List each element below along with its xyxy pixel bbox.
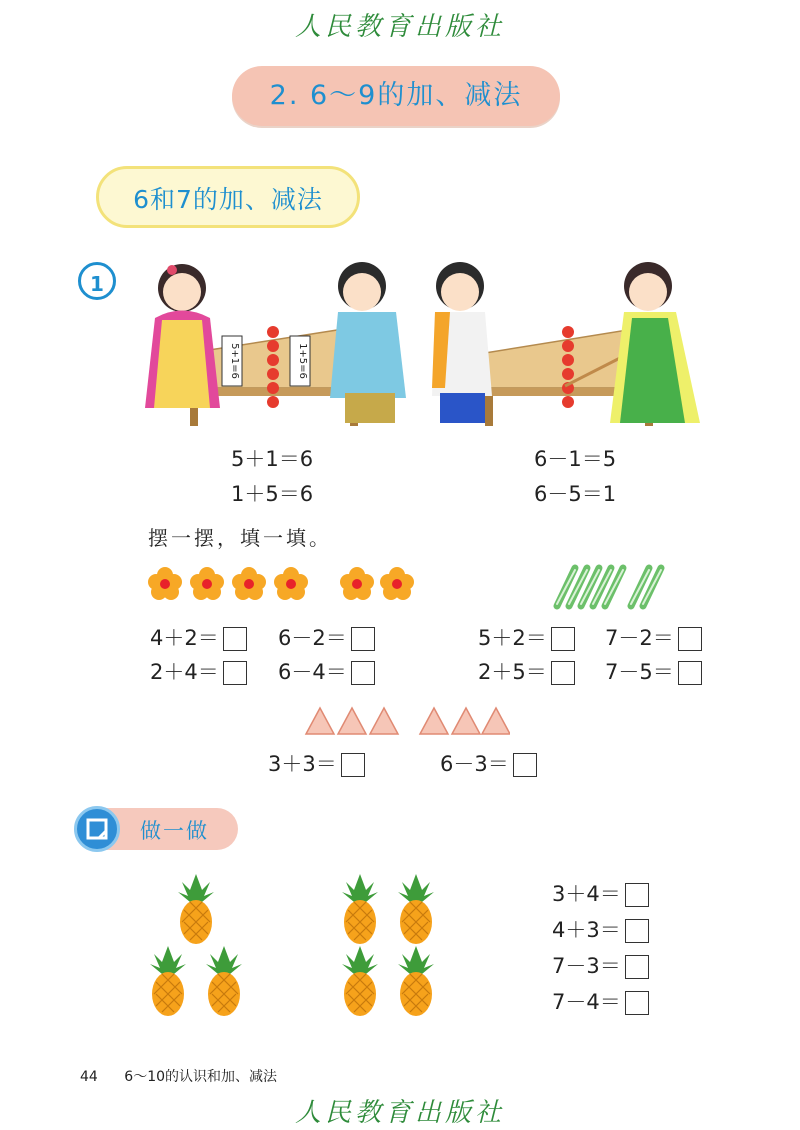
triangle-icon	[420, 708, 448, 734]
eq-6-minus-3: 6－3＝	[440, 748, 537, 778]
answer-box[interactable]	[625, 955, 649, 979]
triangle-icon	[338, 708, 366, 734]
pineapple-icon	[178, 874, 214, 944]
doit-eq-3: 7－3＝	[552, 950, 649, 980]
example-eq-left-1: 5＋1＝6	[231, 447, 314, 471]
classroom-illustration	[140, 248, 710, 428]
doit-eq-2: 4＋3＝	[552, 914, 649, 944]
triangle-counters	[304, 704, 510, 736]
page-footer	[80, 1066, 277, 1086]
card-right-text: 1+5=6	[297, 343, 308, 379]
eq-2-plus-4: 2＋4＝	[150, 656, 247, 686]
chapter-title: 6～10的认识和加、减法	[124, 1069, 278, 1085]
example-eq-right-2: 6－5＝1	[534, 482, 617, 506]
answer-box[interactable]	[351, 661, 375, 685]
triangle-icon	[306, 708, 334, 734]
girl-left-face	[163, 273, 201, 311]
eq-3-plus-3: 3＋3＝	[268, 748, 365, 778]
pineapple-icon	[150, 946, 186, 1016]
lesson-title: 2. 6～9的加、减法	[232, 66, 560, 126]
pineapple-icon	[342, 874, 378, 944]
answer-box[interactable]	[223, 661, 247, 685]
pineapple-icon	[206, 946, 242, 1016]
triangle-icon	[452, 708, 480, 734]
publisher-header: 人民教育出版社	[294, 12, 505, 42]
eq-6-minus-4: 6－4＝	[278, 656, 375, 686]
example-eq-right-1: 6－1＝5	[534, 447, 617, 471]
flower-icon	[148, 567, 182, 600]
answer-box[interactable]	[551, 661, 575, 685]
pineapple-icon	[398, 874, 434, 944]
flower-icon	[190, 567, 224, 600]
triangle-icon	[370, 708, 398, 734]
pencil-note-icon	[74, 806, 120, 852]
doit-label: 做一做	[140, 819, 209, 843]
answer-box[interactable]	[625, 883, 649, 907]
boy-left-face	[343, 273, 381, 311]
card-right	[290, 336, 310, 386]
eq-2-plus-5: 2＋5＝	[478, 656, 575, 686]
answer-box[interactable]	[513, 753, 537, 777]
answer-box[interactable]	[551, 627, 575, 651]
pineapple-icon	[398, 946, 434, 1016]
answer-box[interactable]	[678, 627, 702, 651]
answer-box[interactable]	[625, 919, 649, 943]
instruction-text: 摆一摆，填一填。	[148, 526, 332, 550]
section-subtitle: 6和7的加、减法	[96, 166, 360, 228]
page-number: 44	[80, 1069, 98, 1085]
eq-5-plus-2: 5＋2＝	[478, 622, 575, 652]
flower-icon	[232, 567, 266, 600]
eq-4-plus-2: 4＋2＝	[150, 622, 247, 652]
eq-6-minus-2: 6－2＝	[278, 622, 375, 652]
flower-icon	[274, 567, 308, 600]
answer-box[interactable]	[341, 753, 365, 777]
stick-counters	[535, 562, 665, 612]
answer-box[interactable]	[625, 991, 649, 1015]
answer-box[interactable]	[351, 627, 375, 651]
card-left	[222, 336, 242, 386]
flower-counters	[145, 564, 415, 604]
pineapple-icon	[342, 946, 378, 1016]
pineapple-counters	[140, 868, 450, 1018]
doit-eq-4: 7－4＝	[552, 986, 649, 1016]
example-number-badge: 1	[78, 262, 116, 300]
answer-box[interactable]	[678, 661, 702, 685]
boy-left-body	[330, 312, 406, 398]
eq-7-minus-2: 7－2＝	[605, 622, 702, 652]
doit-eq-1: 3＋4＝	[552, 878, 649, 908]
flower-icon	[380, 567, 414, 600]
flower-icon	[340, 567, 374, 600]
card-left-text: 5+1=6	[229, 343, 240, 379]
answer-box[interactable]	[223, 627, 247, 651]
eq-7-minus-5: 7－5＝	[605, 656, 702, 686]
publisher-footer: 人民教育出版社	[294, 1098, 505, 1128]
girl-right-face	[629, 273, 667, 311]
example-eq-left-2: 1＋5＝6	[231, 482, 314, 506]
boy-right-face	[441, 273, 479, 311]
triangle-icon	[482, 708, 510, 734]
